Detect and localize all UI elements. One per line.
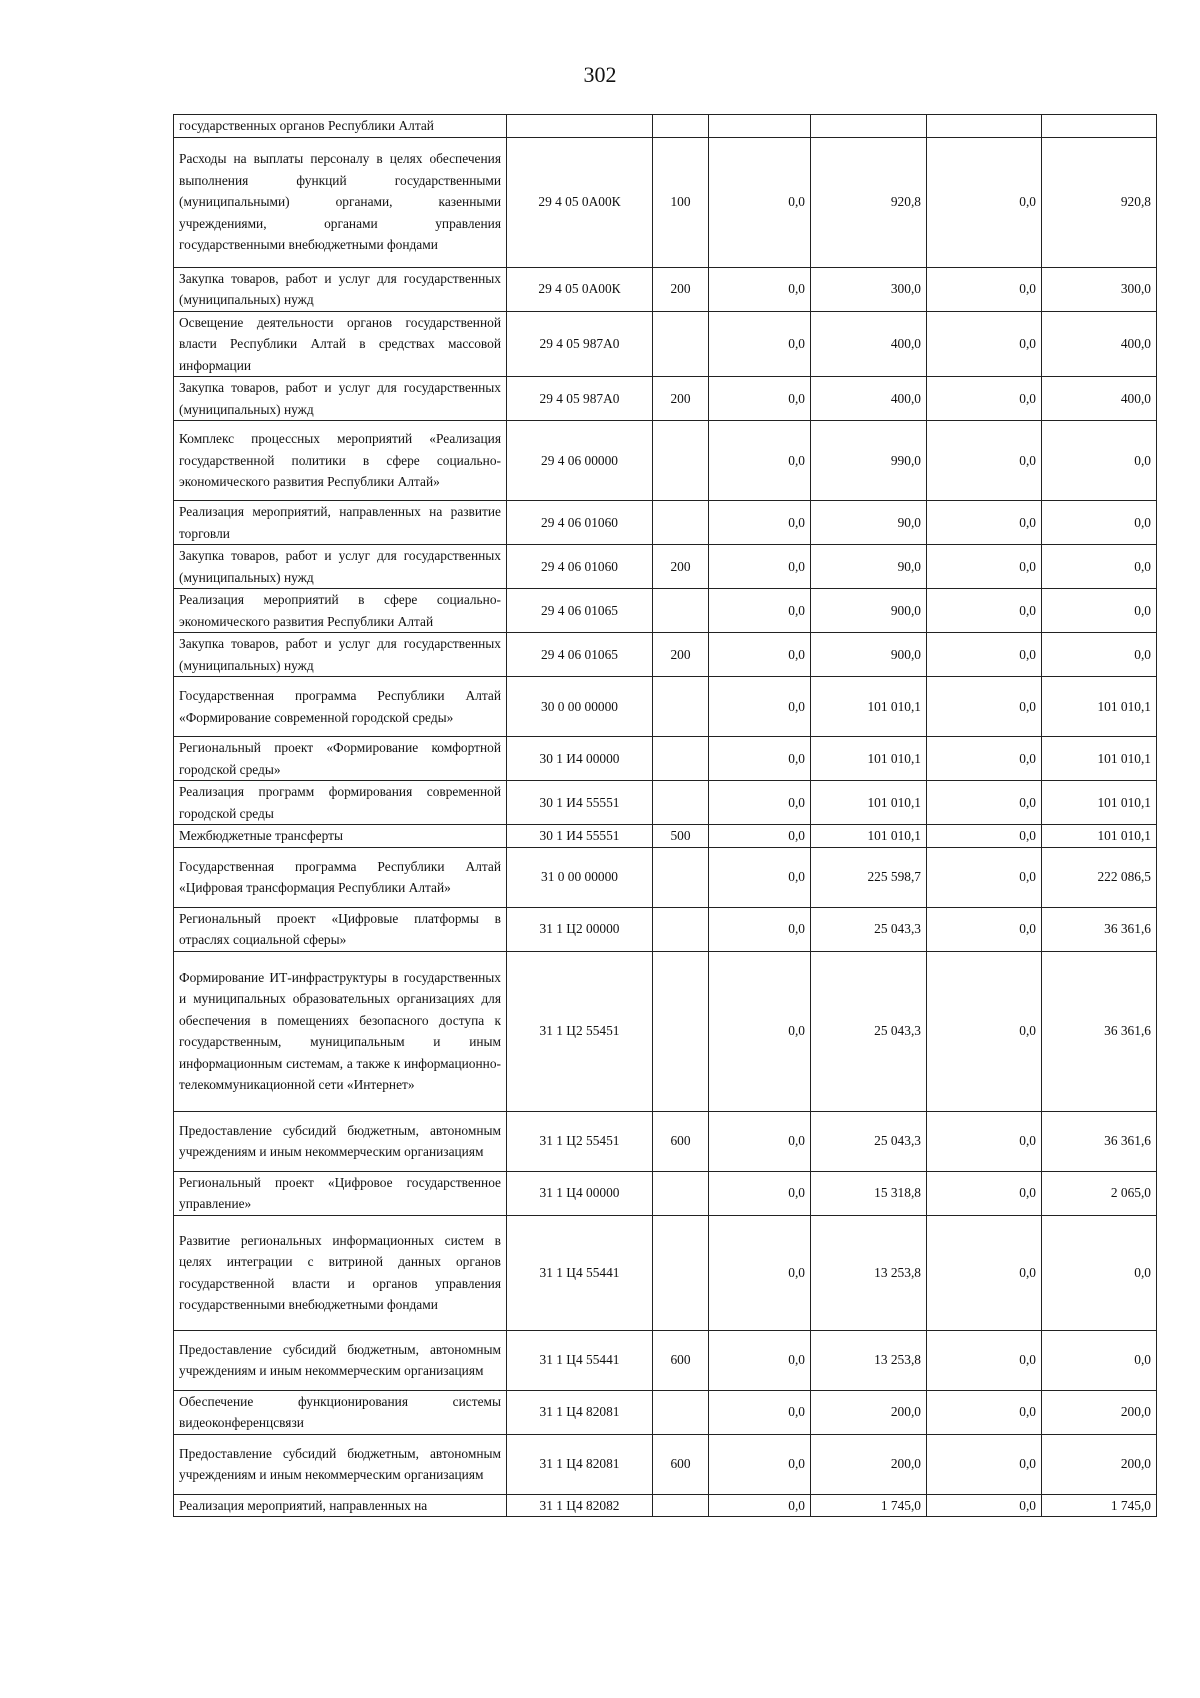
target-code-cell: 31 1 Ц2 55451 [507,1111,653,1171]
value-3-cell: 0,0 [927,781,1042,825]
table-row [174,1390,1157,1434]
value-4-cell: 101 010,1 [1042,825,1157,848]
expense-type-cell [653,1494,709,1517]
target-code-cell: 30 1 И4 55551 [507,825,653,848]
value-2-cell: 25 043,3 [811,951,927,1111]
expense-type-cell [653,115,709,138]
value-4-cell: 0,0 [1042,1215,1157,1330]
value-1-cell: 0,0 [709,825,811,848]
value-2-cell: 300,0 [811,267,927,311]
value-4-cell: 101 010,1 [1042,781,1157,825]
value-1-cell: 0,0 [709,421,811,501]
value-4-cell: 36 361,6 [1042,907,1157,951]
table-row [174,589,1157,633]
target-code-cell: 30 0 00 00000 [507,677,653,737]
item-name-cell: Закупка товаров, работ и услуг для государственных (муниципальных) нужд [174,267,507,311]
target-code-cell: 29 4 06 00000 [507,421,653,501]
budget-table [173,114,1157,1517]
target-code-cell: 31 1 Ц4 82081 [507,1390,653,1434]
value-3-cell: 0,0 [927,825,1042,848]
item-name-cell: Предоставление субсидий бюджетным, автономным учреждениям и иным некоммерческим организациям [174,1330,507,1390]
value-4-cell: 0,0 [1042,501,1157,545]
expense-type-cell [653,847,709,907]
expense-type-cell [653,951,709,1111]
value-1-cell: 0,0 [709,633,811,677]
item-name-cell: Региональный проект «Цифровые платформы в отраслях социальной сферы» [174,907,507,951]
item-name-cell: Межбюджетные трансферты [174,825,507,848]
value-1-cell: 0,0 [709,737,811,781]
target-code-cell: 31 1 Ц4 55441 [507,1330,653,1390]
item-name-cell: Реализация мероприятий, направленных на развитие торговли [174,501,507,545]
value-2-cell: 15 318,8 [811,1171,927,1215]
item-name-cell: Закупка товаров, работ и услуг для государственных (муниципальных) нужд [174,633,507,677]
value-1-cell: 0,0 [709,781,811,825]
expense-type-cell [653,677,709,737]
expense-type-cell [653,907,709,951]
item-name-cell: Региональный проект «Цифровое государственное управление» [174,1171,507,1215]
value-3-cell: 0,0 [927,589,1042,633]
value-2-cell: 90,0 [811,545,927,589]
value-3-cell: 0,0 [927,1434,1042,1494]
expense-type-cell: 200 [653,377,709,421]
item-name-cell: Формирование ИТ-инфраструктуры в государственных и муниципальных образовательных организациях для обеспечения в помещениях безопасного доступа к государственным, муниципальным и иным информационным системам, а также к информационно-телекоммуникационной сети «Интернет» [174,951,507,1111]
value-2-cell [811,115,927,138]
target-code-cell: 31 1 Ц4 82081 [507,1434,653,1494]
value-1-cell: 0,0 [709,1330,811,1390]
value-4-cell: 101 010,1 [1042,737,1157,781]
value-2-cell: 900,0 [811,633,927,677]
table-row [174,1330,1157,1390]
table-row [174,267,1157,311]
value-4-cell: 0,0 [1042,589,1157,633]
value-3-cell: 0,0 [927,847,1042,907]
value-3-cell: 0,0 [927,501,1042,545]
value-4-cell: 200,0 [1042,1390,1157,1434]
value-1-cell: 0,0 [709,589,811,633]
value-3-cell: 0,0 [927,377,1042,421]
table-row [174,737,1157,781]
target-code-cell: 29 4 06 01060 [507,545,653,589]
target-code-cell: 29 4 06 01065 [507,633,653,677]
value-2-cell: 920,8 [811,137,927,267]
value-1-cell: 0,0 [709,907,811,951]
item-name-cell: Развитие региональных информационных систем в целях интеграции с витриной данных органов государственной власти и органов управления государственными внебюджетными фондами [174,1215,507,1330]
value-4-cell: 101 010,1 [1042,677,1157,737]
table-row [174,1434,1157,1494]
target-code-cell: 31 1 Ц2 00000 [507,907,653,951]
value-1-cell: 0,0 [709,267,811,311]
value-3-cell: 0,0 [927,311,1042,377]
value-1-cell: 0,0 [709,677,811,737]
expense-type-cell: 200 [653,267,709,311]
target-code-cell: 29 4 05 987А0 [507,311,653,377]
target-code-cell: 31 1 Ц4 82082 [507,1494,653,1517]
expense-type-cell: 200 [653,545,709,589]
table-row [174,781,1157,825]
value-2-cell: 200,0 [811,1390,927,1434]
value-2-cell: 101 010,1 [811,825,927,848]
table-row [174,115,1157,138]
table-row [174,545,1157,589]
value-1-cell: 0,0 [709,1390,811,1434]
value-4-cell: 0,0 [1042,633,1157,677]
target-code-cell: 29 4 06 01065 [507,589,653,633]
expense-type-cell [653,781,709,825]
value-3-cell: 0,0 [927,267,1042,311]
table-row [174,677,1157,737]
target-code-cell: 31 1 Ц2 55451 [507,951,653,1111]
value-3-cell: 0,0 [927,1494,1042,1517]
value-3-cell: 0,0 [927,951,1042,1111]
table-row [174,907,1157,951]
item-name-cell: Комплекс процессных мероприятий «Реализация государственной политики в сфере социально-экономического развития Республики Алтай» [174,421,507,501]
target-code-cell: 29 4 05 0А00К [507,137,653,267]
value-2-cell: 101 010,1 [811,781,927,825]
value-1-cell: 0,0 [709,1171,811,1215]
item-name-cell: Закупка товаров, работ и услуг для государственных (муниципальных) нужд [174,545,507,589]
value-1-cell: 0,0 [709,951,811,1111]
value-4-cell: 1 745,0 [1042,1494,1157,1517]
value-4-cell: 0,0 [1042,1330,1157,1390]
value-1-cell [709,115,811,138]
item-name-cell: Государственная программа Республики Алтай «Цифровая трансформация Республики Алтай» [174,847,507,907]
value-4-cell: 36 361,6 [1042,1111,1157,1171]
value-1-cell: 0,0 [709,501,811,545]
value-2-cell: 90,0 [811,501,927,545]
target-code-cell: 30 1 И4 00000 [507,737,653,781]
value-2-cell: 200,0 [811,1434,927,1494]
table-row [174,825,1157,848]
table-row [174,137,1157,267]
table-row [174,501,1157,545]
table-row [174,421,1157,501]
value-2-cell: 101 010,1 [811,677,927,737]
value-2-cell: 1 745,0 [811,1494,927,1517]
expense-type-cell [653,737,709,781]
expense-type-cell: 600 [653,1330,709,1390]
value-3-cell: 0,0 [927,737,1042,781]
value-3-cell: 0,0 [927,421,1042,501]
value-3-cell: 0,0 [927,1330,1042,1390]
value-2-cell: 101 010,1 [811,737,927,781]
table-row [174,377,1157,421]
value-2-cell: 225 598,7 [811,847,927,907]
value-3-cell: 0,0 [927,907,1042,951]
value-3-cell: 0,0 [927,1390,1042,1434]
expense-type-cell [653,421,709,501]
value-2-cell: 400,0 [811,311,927,377]
expense-type-cell: 500 [653,825,709,848]
table-row [174,1171,1157,1215]
target-code-cell: 31 1 Ц4 00000 [507,1171,653,1215]
item-name-cell: Предоставление субсидий бюджетным, автономным учреждениям и иным некоммерческим организациям [174,1111,507,1171]
table-row [174,847,1157,907]
value-2-cell: 400,0 [811,377,927,421]
target-code-cell: 29 4 05 0А00К [507,267,653,311]
expense-type-cell [653,589,709,633]
value-2-cell: 900,0 [811,589,927,633]
value-1-cell: 0,0 [709,377,811,421]
value-3-cell: 0,0 [927,137,1042,267]
expense-type-cell [653,501,709,545]
value-1-cell: 0,0 [709,1434,811,1494]
expense-type-cell: 200 [653,633,709,677]
item-name-cell: Реализация программ формирования современной городской среды [174,781,507,825]
target-code-cell: 30 1 И4 55551 [507,781,653,825]
expense-type-cell: 100 [653,137,709,267]
item-name-cell: Обеспечение функционирования системы видеоконференцсвязи [174,1390,507,1434]
budget-table-body [174,115,1157,1517]
table-row [174,311,1157,377]
expense-type-cell [653,311,709,377]
value-4-cell: 2 065,0 [1042,1171,1157,1215]
target-code-cell: 29 4 06 01060 [507,501,653,545]
value-4-cell: 0,0 [1042,421,1157,501]
value-2-cell: 990,0 [811,421,927,501]
target-code-cell [507,115,653,138]
value-2-cell: 25 043,3 [811,1111,927,1171]
page-number: 302 [583,62,617,87]
value-3-cell [927,115,1042,138]
target-code-cell: 31 1 Ц4 55441 [507,1215,653,1330]
table-row [174,633,1157,677]
value-4-cell: 300,0 [1042,267,1157,311]
value-3-cell: 0,0 [927,1111,1042,1171]
value-3-cell: 0,0 [927,633,1042,677]
value-1-cell: 0,0 [709,137,811,267]
value-3-cell: 0,0 [927,1171,1042,1215]
value-3-cell: 0,0 [927,545,1042,589]
target-code-cell: 31 0 00 00000 [507,847,653,907]
value-1-cell: 0,0 [709,545,811,589]
value-4-cell: 400,0 [1042,377,1157,421]
table-row [174,1111,1157,1171]
item-name-cell: государственных органов Республики Алтай [174,115,507,138]
table-row [174,1494,1157,1517]
value-3-cell: 0,0 [927,677,1042,737]
item-name-cell: Реализация мероприятий, направленных на [174,1494,507,1517]
value-2-cell: 13 253,8 [811,1330,927,1390]
value-3-cell: 0,0 [927,1215,1042,1330]
value-4-cell: 400,0 [1042,311,1157,377]
item-name-cell: Освещение деятельности органов государственной власти Республики Алтай в средствах массовой информации [174,311,507,377]
value-1-cell: 0,0 [709,311,811,377]
value-4-cell: 0,0 [1042,545,1157,589]
value-4-cell: 920,8 [1042,137,1157,267]
target-code-cell: 29 4 05 987А0 [507,377,653,421]
expense-type-cell [653,1171,709,1215]
value-1-cell: 0,0 [709,847,811,907]
item-name-cell: Государственная программа Республики Алтай «Формирование современной городской среды» [174,677,507,737]
table-row [174,951,1157,1111]
value-4-cell: 36 361,6 [1042,951,1157,1111]
value-4-cell: 222 086,5 [1042,847,1157,907]
item-name-cell: Предоставление субсидий бюджетным, автономным учреждениям и иным некоммерческим организациям [174,1434,507,1494]
expense-type-cell: 600 [653,1434,709,1494]
value-1-cell: 0,0 [709,1111,811,1171]
item-name-cell: Расходы на выплаты персоналу в целях обеспечения выполнения функций государственными (муниципальными) органами, казенными учреждениями, органами управления государственными внебюджетными фондами [174,137,507,267]
expense-type-cell [653,1390,709,1434]
expense-type-cell [653,1215,709,1330]
item-name-cell: Закупка товаров, работ и услуг для государственных (муниципальных) нужд [174,377,507,421]
value-4-cell [1042,115,1157,138]
value-2-cell: 25 043,3 [811,907,927,951]
expense-type-cell: 600 [653,1111,709,1171]
item-name-cell: Региональный проект «Формирование комфортной городской среды» [174,737,507,781]
value-2-cell: 13 253,8 [811,1215,927,1330]
value-4-cell: 200,0 [1042,1434,1157,1494]
value-1-cell: 0,0 [709,1494,811,1517]
item-name-cell: Реализация мероприятий в сфере социально-экономического развития Республики Алтай [174,589,507,633]
value-1-cell: 0,0 [709,1215,811,1330]
table-row [174,1215,1157,1330]
